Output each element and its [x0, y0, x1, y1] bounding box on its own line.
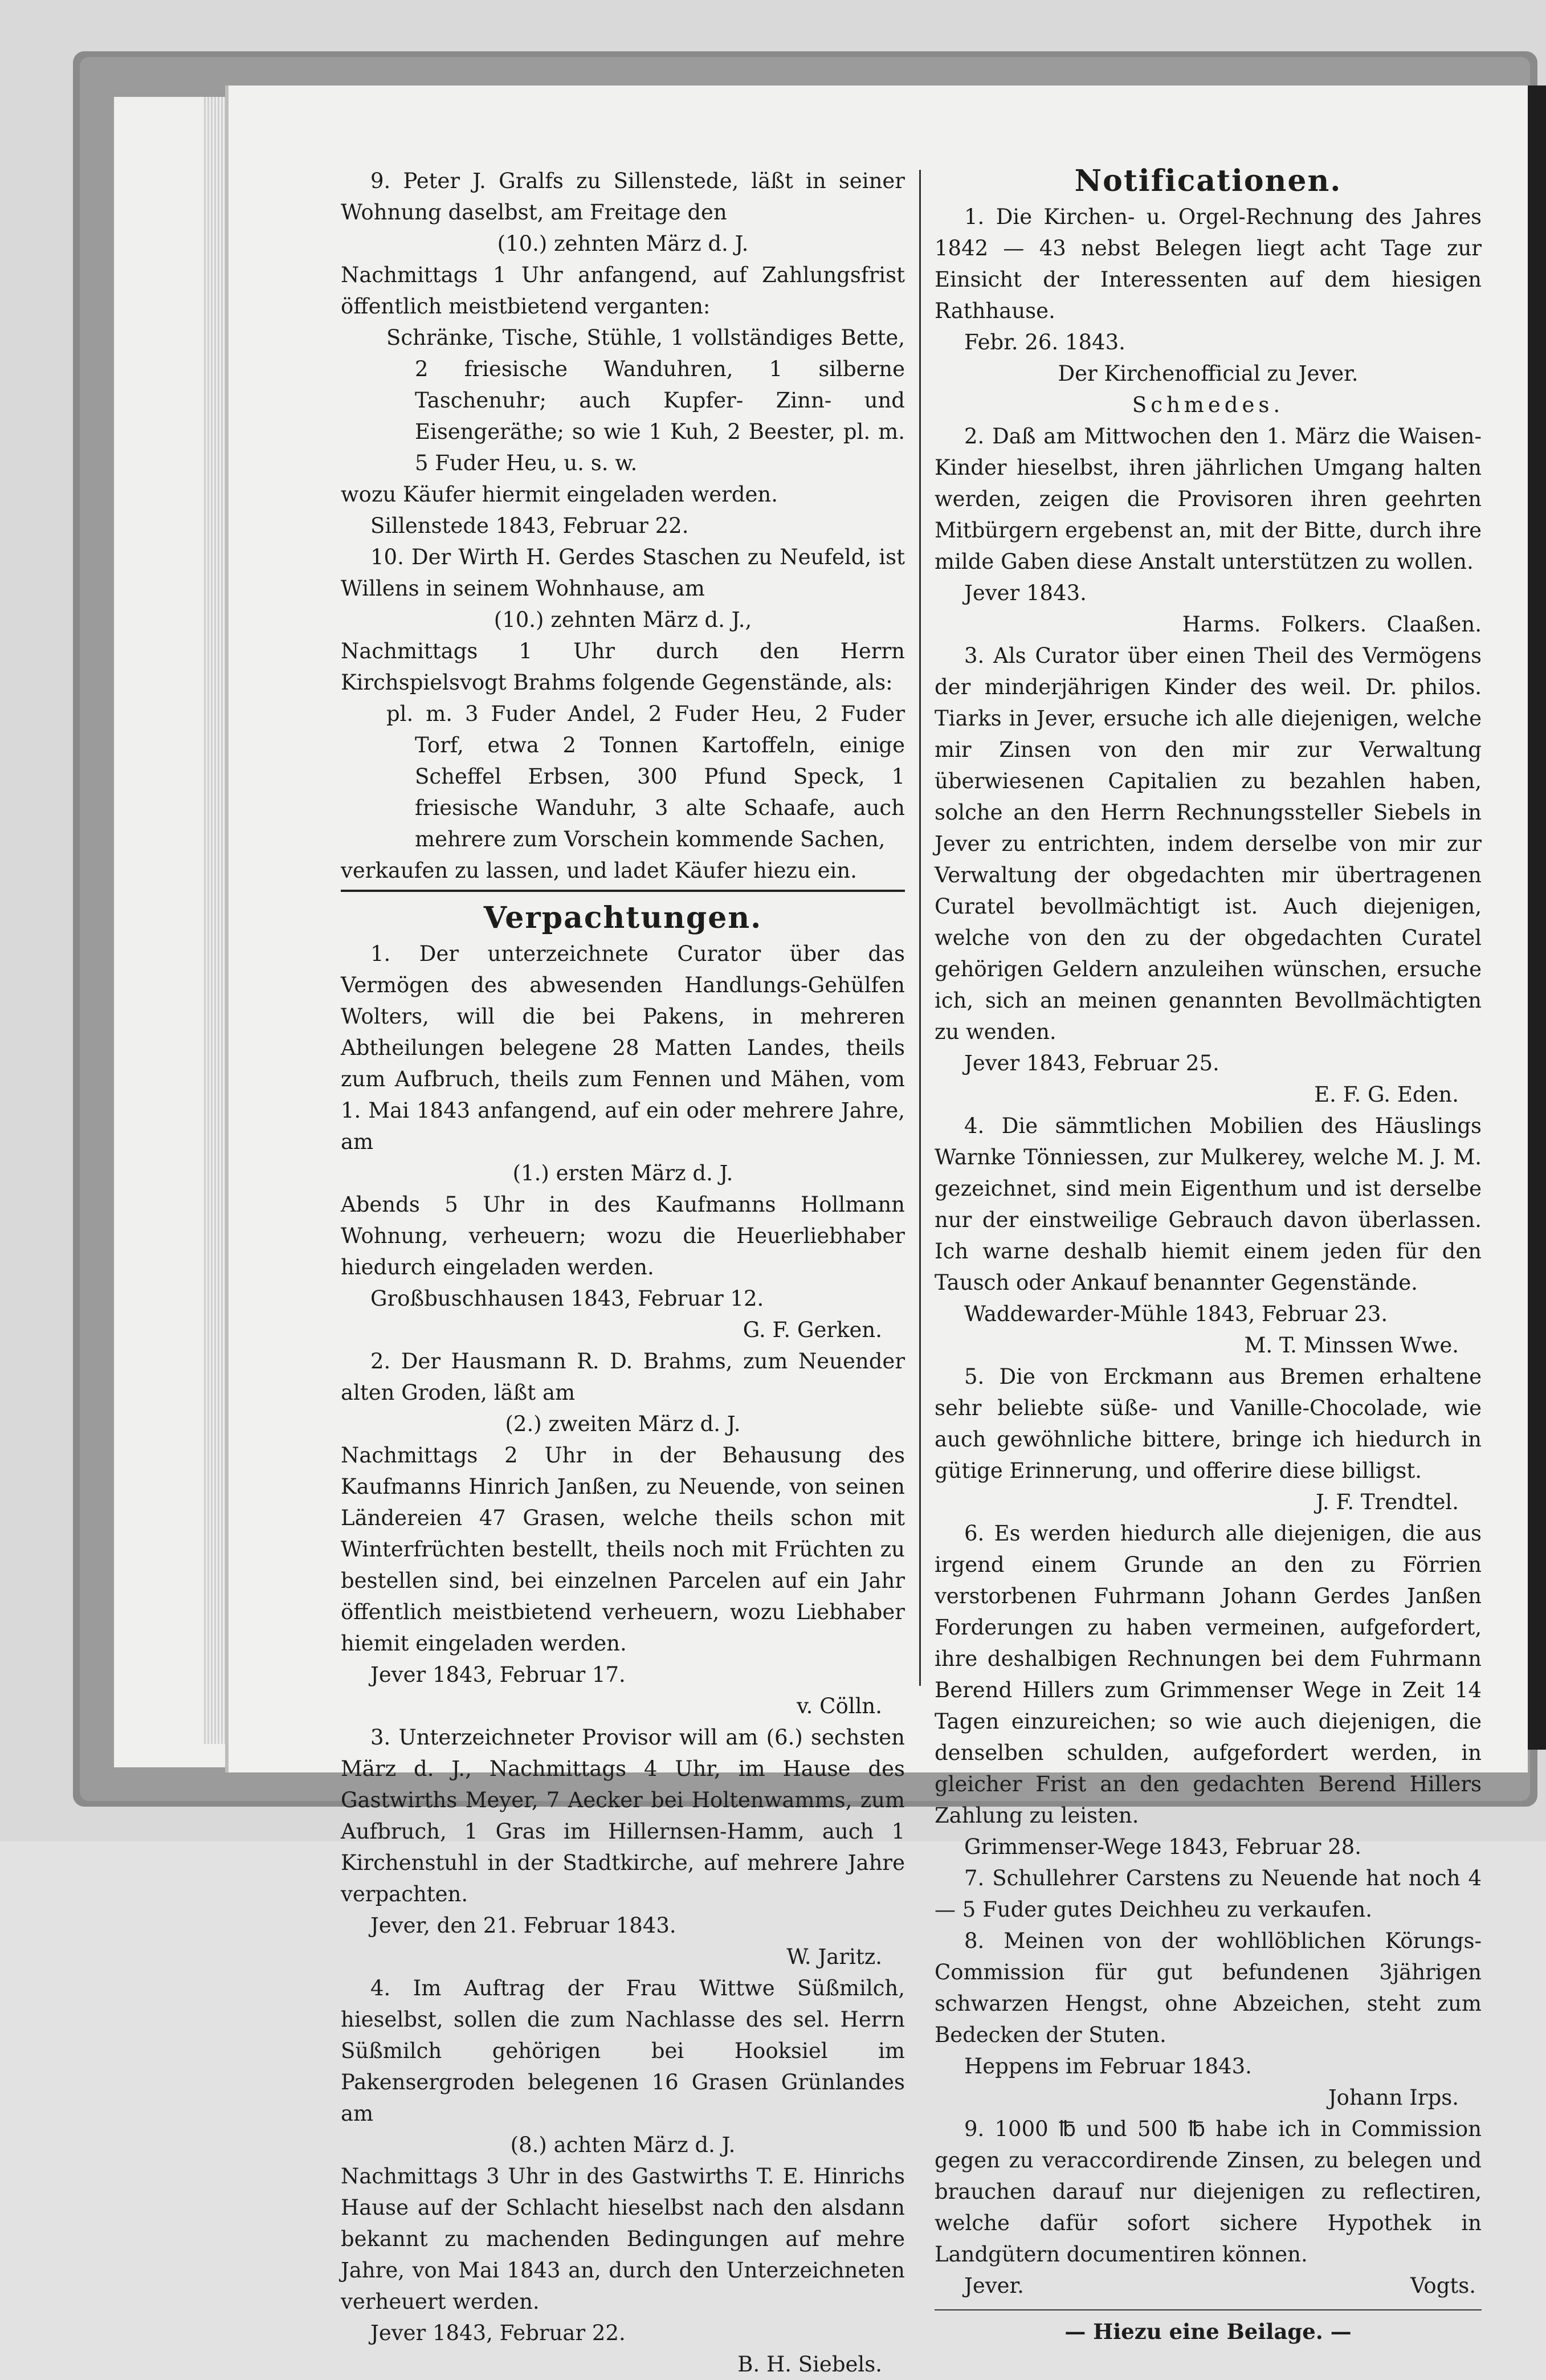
notice-place-date: Grimmenser-Wege 1843, Februar 28.	[964, 1835, 1362, 1859]
notice-text: 2. Der Hausmann R. D. Brahms, zum Neuender alten Groden, läßt am	[341, 1349, 905, 1405]
notice-place: Jever.	[964, 2273, 1024, 2298]
page-stack	[204, 97, 227, 1744]
notice-place-date: Heppens im Februar 1843.	[964, 2054, 1252, 2079]
notification-4	[935, 1110, 1482, 1361]
notice-items: Schränke, Tische, Stühle, 1 vollständiges Bette, 2 friesische Wanduhren, 1 silberne Taschenuhr; auch Kupfer- Zinn- und Eisengeräthe; so wie 1 Kuh, 2 Beester, pl. m. 5 Fuder Heu, u. s. w.	[386, 325, 905, 475]
notice-signature: Vogts.	[1410, 2273, 1476, 2298]
notice-text: Nachmittags 1 Uhr durch den Herrn Kirchspielsvogt Brahms folgende Gegenstände, als:	[341, 639, 905, 695]
lease-2	[341, 1346, 905, 1722]
notice-text: 9. 1000 ℔ und 500 ℔ habe ich in Commission gegen zu veraccordirende Zinsen, zu belegen und brauchen darauf nur diejenigen zu reflectiren, welche dafür sofort sichere Hypothek in Landgütern documentiren können.	[935, 2117, 1482, 2267]
notice-text: 6. Es werden hiedurch alle diejenigen, die aus irgend einem Grunde an den zu Förrien verstorbenen Fuhrmann Johann Gerdes Janßen Forderungen zu haben vermeinen, aufgefordert, ihre deshalbigen Rechnungen bei dem Fuhrmann Berend Hillers zum Grimmenser Wege in Zeit 14 Tagen einzureichen; so wie auch diejenigen, die denselben schulden, aufgefordert werden, in gleicher Frist an den gedachten Berend Hillers Zahlung zu leisten.	[935, 1521, 1482, 1828]
notification-8	[935, 1925, 1482, 2113]
notice-place-date: Jever 1843, Februar 22.	[370, 2321, 626, 2345]
notice-signature: M. T. Minssen Wwe.	[1244, 1333, 1459, 1358]
notification-2	[935, 421, 1482, 640]
notice-text: 10. Der Wirth H. Gerdes Staschen zu Neufeld, ist Willens in seinem Wohnhause, am	[341, 545, 905, 601]
notice-text: Abends 5 Uhr in des Kaufmanns Hollmann Wohnung, verheuern; wozu die Heuerliebhaber hiedurch eingeladen werden.	[341, 1192, 905, 1279]
notice-place-date: Jever, den 21. Februar 1843.	[370, 1913, 676, 1938]
notice-text: Nachmittags 2 Uhr in der Behausung des Kaufmanns Hinrich Janßen, zu Neuende, von seinen Ländereien 47 Grasen, welche theils schon mit Winterfrüchten bestellt, theils noch mit Früchten zu bestellen sind, bei einzelnen Parcelen auf ein Jahr öffentlich meistbietend verheuern, wozu Liebhaber hiemit eingeladen werden.	[341, 1443, 905, 1656]
notice-text: 5. Die von Erckmann aus Bremen erhaltene sehr beliebte süße- und Vanille-Chocolade, wie auch gewöhnliche bittere, bringe ich hiedurch in gütige Erinnerung, und offerire diese billigst.	[935, 1364, 1482, 1483]
notice-items: pl. m. 3 Fuder Andel, 2 Fuder Heu, 2 Fuder Torf, etwa 2 Tonnen Kartoffeln, einige Scheffel Erbsen, 300 Pfund Speck, 1 friesische Wanduhr, 3 alte Schaafe, auch mehrere zum Vorschein kommende Sachen,	[386, 702, 905, 851]
notice-text: wozu Käufer hiermit eingeladen werden.	[341, 482, 778, 507]
notification-6	[935, 1518, 1482, 1863]
notification-9	[935, 2113, 1482, 2301]
left-column	[341, 165, 905, 2380]
section-heading: Notificationen.	[1074, 164, 1342, 198]
notice-text: verkaufen zu lassen, und ladet Käufer hiezu ein.	[341, 858, 857, 883]
notice-place-date: Jever 1843, Februar 25.	[964, 1051, 1219, 1075]
notice-signature: B. H. Siebels.	[737, 2352, 882, 2377]
notice-signature: G. F. Gerken.	[743, 1318, 882, 1342]
notice-place-date: Sillenstede 1843, Februar 22.	[370, 514, 689, 538]
notice-text: 3. Als Curator über einen Theil des Vermögens der minderjährigen Kinder des weil. Dr. philos. Tiarks in Jever, ersuche ich alle diejenigen, welche mir Zinsen von den mir zur Verwaltung überwiesenen Capitalien zu bezahlen haben, solche an den Herrn Rechnungssteller Siebels in Jever zu entrichten, indem derselbe von mir zur Verwaltung der obgedachten mir übertragenen Curatel bevollmächtigt ist. Auch diejenigen, welche von den zu der obgedachten Curatel gehörigen Geldern anzuleihen wünschen, ersuche ich, sich an meinen genannten Bevollmächtigten zu wenden.	[935, 643, 1482, 1044]
notification-1	[935, 201, 1482, 421]
lease-1	[341, 938, 905, 1346]
notification-3	[935, 640, 1482, 1110]
notice-text: Nachmittags 3 Uhr in des Gastwirths T. E. Hinrichs Hause auf der Schlacht hieselbst nach den alsdann bekannt zu machenden Bedingungen auf mehre Jahre, von Mai 1843 an, durch den Unterzeichneten verheuert werden.	[341, 2164, 905, 2314]
lease-4	[341, 1973, 905, 2380]
supplement-note: — Hiezu eine Beilage. —	[1064, 2319, 1352, 2344]
notice-date: (10.) zehnten März d. J.	[497, 231, 749, 256]
notice-text: Nachmittags 1 Uhr anfangend, auf Zahlungsfrist öffentlich meistbietend verganten:	[341, 263, 905, 319]
notice-10	[341, 541, 905, 886]
notice-signature: Johann Irps.	[1328, 2085, 1459, 2110]
notice-text: 7. Schullehrer Carstens zu Neuende hat noch 4 — 5 Fuder gutes Deichheu zu verkaufen.	[935, 1866, 1482, 1922]
notice-text: 1. Die Kirchen- u. Orgel-Rechnung des Jahres 1842 — 43 nebst Belegen liegt acht Tage zur Einsicht der Interessenten auf dem hiesigen Rathhause.	[935, 205, 1482, 323]
notice-text: 9. Peter J. Gralfs zu Sillenstede, läßt in seiner Wohnung daselbst, am Freitage den	[341, 169, 905, 225]
notice-signature: E. F. G. Eden.	[1314, 1082, 1459, 1107]
notice-date: Febr. 26. 1843.	[964, 330, 1125, 354]
notice-signature: Harms. Folkers. Claaßen.	[1182, 612, 1482, 637]
notice-date: (10.) zehnten März d. J.,	[493, 608, 752, 632]
right-column	[935, 165, 1482, 2348]
notice-place-date: Waddewarder-Mühle 1843, Februar 23.	[964, 1302, 1388, 1326]
notice-text: 8. Meinen von der wohllöblichen Körungs-Commission für gut befundenen 3jährigen schwarzen Hengst, ohne Abzeichen, steht zum Bedecken der Stuten.	[935, 1929, 1482, 2047]
notice-place-date: Großbuschhausen 1843, Februar 12.	[370, 1286, 764, 1311]
notification-7	[935, 1863, 1482, 1925]
notice-footer-line	[935, 2270, 1482, 2301]
notice-date: (8.) achten März d. J.	[510, 2133, 736, 2157]
notice-place-date: Jever 1843.	[964, 581, 1087, 605]
lease-3	[341, 1722, 905, 1973]
notice-office: Der Kirchenofficial zu Jever.	[1058, 361, 1359, 386]
section-heading: Verpachtungen.	[483, 900, 762, 935]
footer-rule	[935, 2309, 1482, 2310]
notice-signature: W. Jaritz.	[786, 1945, 882, 1969]
notice-text: 2. Daß am Mittwochen den 1. März die Waisen-Kinder hieselbst, ihren jährlichen Umgang halten werden, zeigen die Provisoren ihren geehrten Mitbürgern ergebenst an, mit der Bitte, durch ihre milde Gaben diese Anstalt unterstützen zu wollen.	[935, 424, 1482, 574]
notice-9	[341, 165, 905, 541]
notice-signature: Schmedes.	[1132, 393, 1284, 417]
notice-text: 4. Im Auftrag der Frau Wittwe Süßmilch, hieselbst, sollen die zum Nachlasse des sel. Herrn Süßmilch gehörigen bei Hooksiel im Pakensergroden belegenen 16 Grasen Grünlandes am	[341, 1976, 905, 2126]
notice-place-date: Jever 1843, Februar 17.	[370, 1662, 626, 1687]
notice-text: 1. Der unterzeichnete Curator über das Vermögen des abwesenden Handlungs-Gehülfen Wolters, will die bei Pakens, in mehreren Abtheilungen belegene 28 Matten Landes, theils zum Aufbruch, theils zum Fennen und Mähen, vom 1. Mai 1843 anfangend, auf ein oder mehrere Jahre, am	[341, 942, 905, 1154]
section-rule	[341, 890, 905, 892]
notice-signature: J. F. Trendtel.	[1315, 1490, 1459, 1514]
notice-date: (1.) ersten März d. J.	[512, 1161, 733, 1185]
notice-date: (2.) zweiten März d. J.	[505, 1412, 741, 1436]
notice-text: 4. Die sämmtlichen Mobilien des Häuslings Warnke Tönniessen, zur Mulkerey, welche M. J. M. gezeichnet, sind mein Eigenthum und ist derselbe nur der einstweilige Gebrauch davon überlassen. Ich warne deshalb hiemit einem jeden für den Tausch oder Ankauf benannter Gegenstände.	[935, 1114, 1482, 1295]
notice-signature: v. Cölln.	[797, 1694, 882, 1718]
notice-text: 3. Unterzeichneter Provisor will am (6.) sechsten März d. J., Nachmittags 4 Uhr, im Hause des Gastwirths Meyer, 7 Aecker bei Holtenwamms, zum Aufbruch, 1 Gras im Hillernsen-Hamm, auch 1 Kirchenstuhl in der Stadtkirche, auf mehrere Jahre verpachten.	[341, 1725, 905, 1906]
notification-5	[935, 1361, 1482, 1518]
column-divider	[919, 170, 921, 1686]
